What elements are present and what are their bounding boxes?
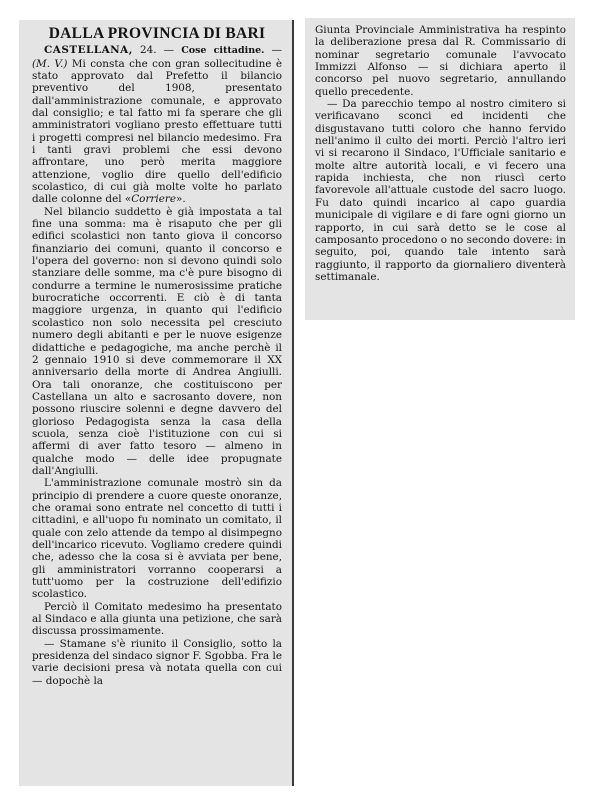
dateline-section: Cose cittadine. bbox=[181, 45, 265, 57]
dateline-tail: — bbox=[264, 44, 282, 57]
left-article-body bbox=[32, 44, 282, 687]
left-clipping bbox=[19, 20, 294, 786]
right-article-body bbox=[315, 24, 566, 283]
article-paragraph-3: L'amministrazione comunale mostrò sin da principio di prendere a cuore queste onoranze, che oramai sono entrate nel concetto di tutti i cittadini, e all'uopo fu nominato un comitato, il quale con zelo attende da tempo al disimpegno dell'incarico ricevuto. Vogliamo credere quindi che, adesso che la cosa si è avviata per bene, gli amministratori vorranno cooperarsi a tutt'uomo per la costruzione dell'edifizio scolastico. bbox=[32, 477, 282, 601]
cemetery-paragraph: — Da parecchio tempo al nostro cimitero si verificavano sconci ed incidenti che disgustavano tutti coloro che hanno fervido nell'animo il culto dei morti. Perciò l'altro ieri vi si recarono il Sindaco, l'Ufficiale sanitario e molte altre autorità locali, e vi fecero una rapida inchiesta, che non riuscì certo favorevole all'attuale custode del sacro luogo. Fu dato quindi incarico al capo guardia municipale di vigilare e di fare ogni giorno un rapporto, in cui sarà detto se le cose al camposanto procedono o no secondo dovere: in seguito, poi, quando tale intento sarà raggiunto, il rapporto da giornaliero diventerà settimanale. bbox=[315, 98, 566, 283]
newspaper-name: Corriere bbox=[131, 193, 176, 206]
article-paragraph-4: Perciò il Comitato medesimo ha presentato al Sindaco e alla giunta una petizione, che sarà discussa prossimamente. bbox=[32, 600, 282, 638]
continuation-paragraph: Giunta Provinciale Amministrativa ha respinto la deliberazione presa dal R. Commissario di nominar segretario comunale l'avvocato Immizzi Alfonso — si dichiara aperto il concorso pel nuovo segretario, annullando quello precedente. bbox=[315, 24, 566, 98]
headline: DALLA PROVINCIA DI BARI bbox=[48, 25, 266, 42]
article-paragraph-5: — Stamane s'è riunito il Consiglio, sotto la presidenza del sindaco signor F. Sgobba. Fra le varie decisioni presa và notata quella con cui — dopochè la bbox=[32, 637, 282, 687]
paragraph-1-text: Mi consta che con gran sollecitudine è stato approvato dal Prefetto il bilancio preventivo del 1908, presentato dall'amministrazione comunale, e approvato dal consiglio; e tal fatto mi fa sperare che gli amministratori vogliano presto effettuare tutti i progetti compresi nel bilancio medesimo. Fra i tanti gravi problemi che essi devono affrontare, uno però merita maggiore attenzione, voglio dire quello dell'edificio scolastico, di cui già molte volte ho parlato dalle colonne del bbox=[32, 57, 283, 206]
article-paragraph-2: Nel bilancio suddetto è già impostata a tal fine una somma: ma è risaputo che per gli edifici scolastici non tanto giova il concorso finanziario dei comuni, quanto il concorso e l'opera del governo: non si devono quindi solo stanziare delle somme, ma c'è pure bisogno di condurre a termine le numerosissime pratiche burocratiche occorrenti. E ciò è di tanta maggiore urgenza, in quanto qui l'edificio scolastico non solo necessita pel cresciuto numero degli abitanti e per le nuove esigenze didattiche e pedagogiche, ma anche perchè il 2 gennaio 1910 si deve commemorare il XX anniversario della morte di Andrea Angiulli. Ora tali onoranze, che costituiscono per Castellana un alto e sacrosanto dovere, non possono riuscire solenni e degne davvero del glorioso Pedagogista senza la casa della scuola, senza cioè l'istituzione con cui si affermi di aver fatto tesoro — almeno in qualche modo — delle idee propugnate dall'Angiulli. bbox=[32, 205, 282, 477]
dateline-place: CASTELLANA, bbox=[44, 44, 133, 57]
paragraph-1-end: . bbox=[182, 193, 186, 206]
right-clipping bbox=[305, 18, 575, 320]
article-paragraph-1: CASTELLANA, 24. — Cose cittadine. — (M. V.) Mi consta che con gran sollecitudine è stato approvato dal Prefetto il bilancio preventivo del 1908, presentato dall'amministrazione comunale, e approvato dal consiglio; e tal fatto mi fa sperare che gli amministratori vogliano presto effettuare tutti i progetti compresi nel bilancio medesimo. Fra i tanti gravi problemi che essi devono affrontare, uno però merita maggiore attenzione, voglio dire quello dell'edificio scolastico, di cui già molte volte ho parlato dalle colonne del «Corriere». bbox=[32, 44, 283, 206]
dateline-date: 24. — bbox=[139, 44, 175, 57]
author-initials: (M. V.) bbox=[32, 57, 68, 70]
